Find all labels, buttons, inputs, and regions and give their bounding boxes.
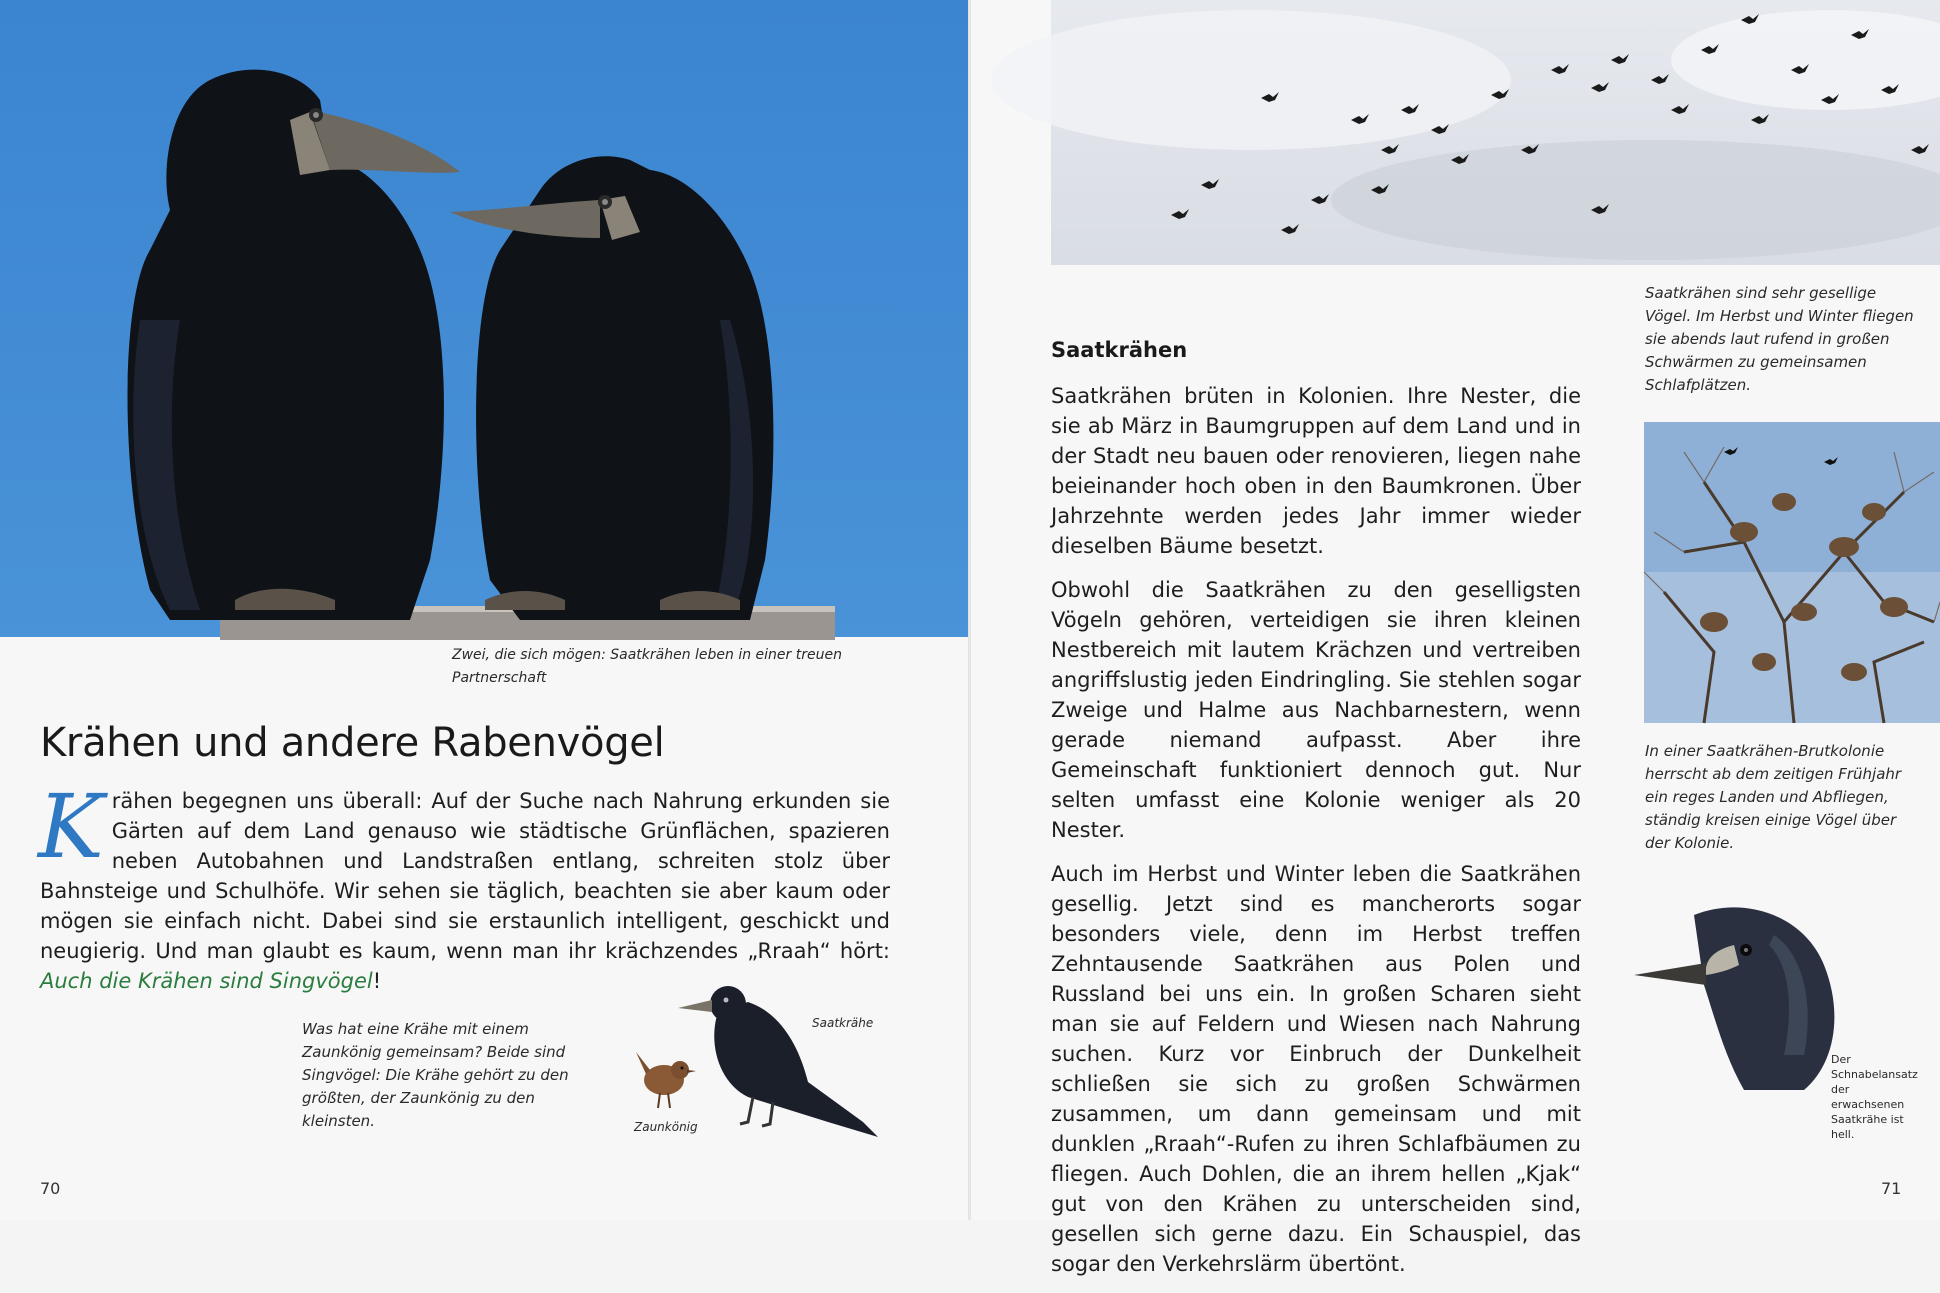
rook-head-illustration — [1634, 895, 1864, 1095]
page-number-right: 71 — [1881, 1179, 1902, 1198]
intro-paragraph — [38, 775, 890, 996]
head-caption: Der Schnabelansatz der erwachsenen Saatkrähe ist hell. — [1831, 1053, 1918, 1141]
intro-highlight: Auch die Krähen sind Singvögel — [40, 969, 373, 993]
colony-photo — [1644, 422, 1940, 723]
page-number-left: 70 — [40, 1179, 61, 1198]
label-zaunkoenig: Zaunkönig — [634, 1120, 698, 1134]
left-page — [0, 0, 968, 1220]
chapter-title: Krähen und andere Rabenvögel — [40, 720, 665, 766]
paragraph-3: Auch im Herbst und Winter leben die Saatkrähen gesellig. Jetzt sind es mancherorts sogar besonders viele, denn im Herbst treffen Zehntausende Saatkrähen aus Polen und Russland bei uns ein. In großen Scharen sieht man sie auf Feldern und Wiesen nach Nahrung suchen. Kurz vor Einbruch der Dunkelheit schließen sie sich zu großen Schwärmen zusammen, um dann gemeinsam und mit dunklen „Rraah“-Rufen zu ihren Schlafbäumen zu fliegen. Auch Dohlen, die an ihrem hellen „Kjak“ gut von den Krähen zu unterscheiden sind, gesellen sich gerne dazu. Ein Schauspiel, das sogar den Verkehrslärm übertönt. — [1051, 862, 1581, 1276]
illustration-caption: Was hat eine Krähe mit einem Zaunkönig gemeinsam? Beide sind Singvögel: Die Krähe gehört zu den größten, der Zaunkönig zu den kleinsten. — [302, 1020, 569, 1130]
photo-caption: Zwei, die sich mögen: Saatkrähen leben in einer treuen Partnerschaft — [452, 647, 842, 686]
paragraph-2: Obwohl die Saatkrähen zu den geselligsten Vögeln gehören, verteidigen sie ihren kleinen Nestbereich mit lautem Krächzen und vertreiben angriffslustig jeden Eindringling. Sie stehlen sogar Zweige und Halme aus Nachbarnestern, wenn gerade niemand aufpasst. Aber ihre Gemeinschaft funktioniert dennoch gut. Nur selten umfasst eine Kolonie weniger als 20 Nester. — [1051, 578, 1581, 842]
section-body — [1051, 381, 1581, 1293]
intro-text-end: ! — [372, 969, 382, 993]
paragraph-1: Saatkrähen brüten in Kolonien. Ihre Nester, die sie ab März in Baumgruppen auf dem Land und in der Stadt neu bauen oder renovieren, liegen nahe beieinander hoch oben in den Baumkronen. Über Jahrzehnte werden jedes Jahr immer wieder dieselben Bäume besetzt. — [1051, 384, 1581, 558]
two-rooks-photo — [0, 0, 968, 637]
colony-caption: In einer Saatkrähen-Brutkolonie herrscht ab dem zeitigen Frühjahr ein reges Landen und Abfliegen, ständig kreisen einige Vögel über der Kolonie. — [1645, 742, 1902, 852]
flock-caption: Saatkrähen sind sehr gesellige Vögel. Im Herbst und Winter fliegen sie abends laut rufend in großen Schwärmen zu gemeinsamen Schlafplätzen. — [1645, 284, 1914, 394]
label-saatkraehe: Saatkrähe — [812, 1016, 874, 1030]
right-page — [971, 0, 1940, 1276]
rook-illustration — [678, 972, 884, 1140]
flock-photo — [1051, 0, 1940, 265]
intro-text: rähen begegnen uns überall: Auf der Suche nach Nahrung erkunden sie Gärten auf dem Land genauso wie städtische Grünflächen, spazieren neben Autobahnen und Landstraßen entlang, schreiten stolz über Bahnsteige und Schulhöfe. Wir sehen sie täglich, beachten sie aber kaum oder mögen sie einfach nicht. Dabei sind sie erstaunlich intelligent, geschickt und neugierig. Und man glaubt es kaum, wenn man ihr krächzendes „Rraah“ hört: — [40, 789, 890, 963]
dropcap-letter: K — [38, 775, 104, 878]
section-title: Saatkrähen — [1051, 338, 1188, 362]
